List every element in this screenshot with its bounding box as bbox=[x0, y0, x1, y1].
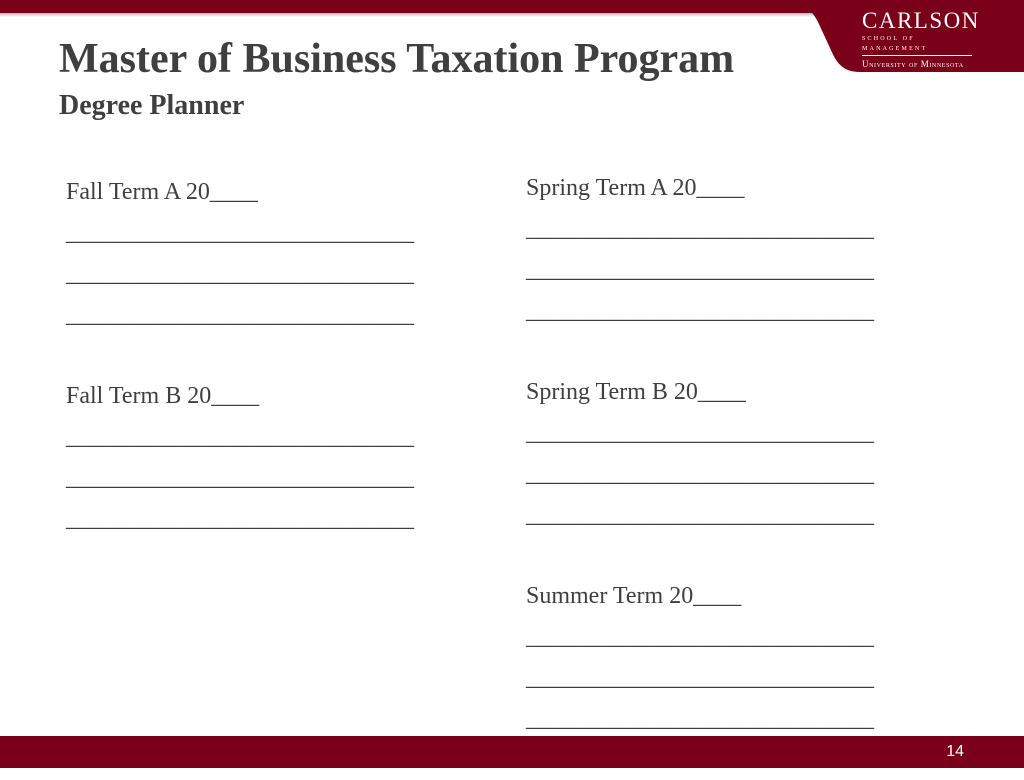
term-fall-b bbox=[66, 376, 486, 540]
course-line: _____________________________ bbox=[526, 420, 874, 446]
term-label: Summer Term 20____ bbox=[526, 583, 742, 609]
course-line: _____________________________ bbox=[526, 216, 874, 242]
carlson-logo bbox=[862, 8, 982, 69]
course-line: _____________________________ bbox=[66, 424, 414, 450]
left-column bbox=[66, 172, 486, 580]
course-line: _____________________________ bbox=[526, 461, 874, 487]
course-line: _____________________________ bbox=[526, 298, 874, 324]
term-spring-b bbox=[526, 372, 946, 536]
term-label: Spring Term A 20____ bbox=[526, 175, 745, 201]
course-line: _____________________________ bbox=[526, 665, 874, 691]
term-spring-a bbox=[526, 168, 946, 332]
course-line: _____________________________ bbox=[66, 465, 414, 491]
course-line: _____________________________ bbox=[526, 706, 874, 732]
slide-subtitle: Degree Planner bbox=[59, 90, 245, 121]
logo-school: SCHOOL OF MANAGEMENT bbox=[862, 36, 928, 52]
term-summer bbox=[526, 576, 946, 740]
footer-bar bbox=[0, 736, 1024, 768]
logo-divider bbox=[862, 55, 972, 56]
term-label: Fall Term B 20____ bbox=[66, 383, 260, 409]
logo-name: CARLSON bbox=[862, 8, 980, 33]
term-label: Fall Term A 20____ bbox=[66, 179, 258, 205]
term-fall-a bbox=[66, 172, 486, 336]
course-line: _____________________________ bbox=[526, 624, 874, 650]
course-line: _____________________________ bbox=[66, 302, 414, 328]
course-line: _____________________________ bbox=[66, 220, 414, 246]
page-number: 14 bbox=[946, 743, 964, 760]
top-bar-shadow bbox=[0, 13, 820, 17]
course-line: _____________________________ bbox=[526, 502, 874, 528]
course-line: _____________________________ bbox=[66, 506, 414, 532]
course-line: _____________________________ bbox=[526, 257, 874, 283]
right-column bbox=[526, 168, 946, 780]
slide-title: Master of Business Taxation Program bbox=[59, 36, 735, 82]
logo-university: University of Minnesota bbox=[862, 59, 964, 69]
term-label: Spring Term B 20____ bbox=[526, 379, 746, 405]
course-line: _____________________________ bbox=[66, 261, 414, 287]
